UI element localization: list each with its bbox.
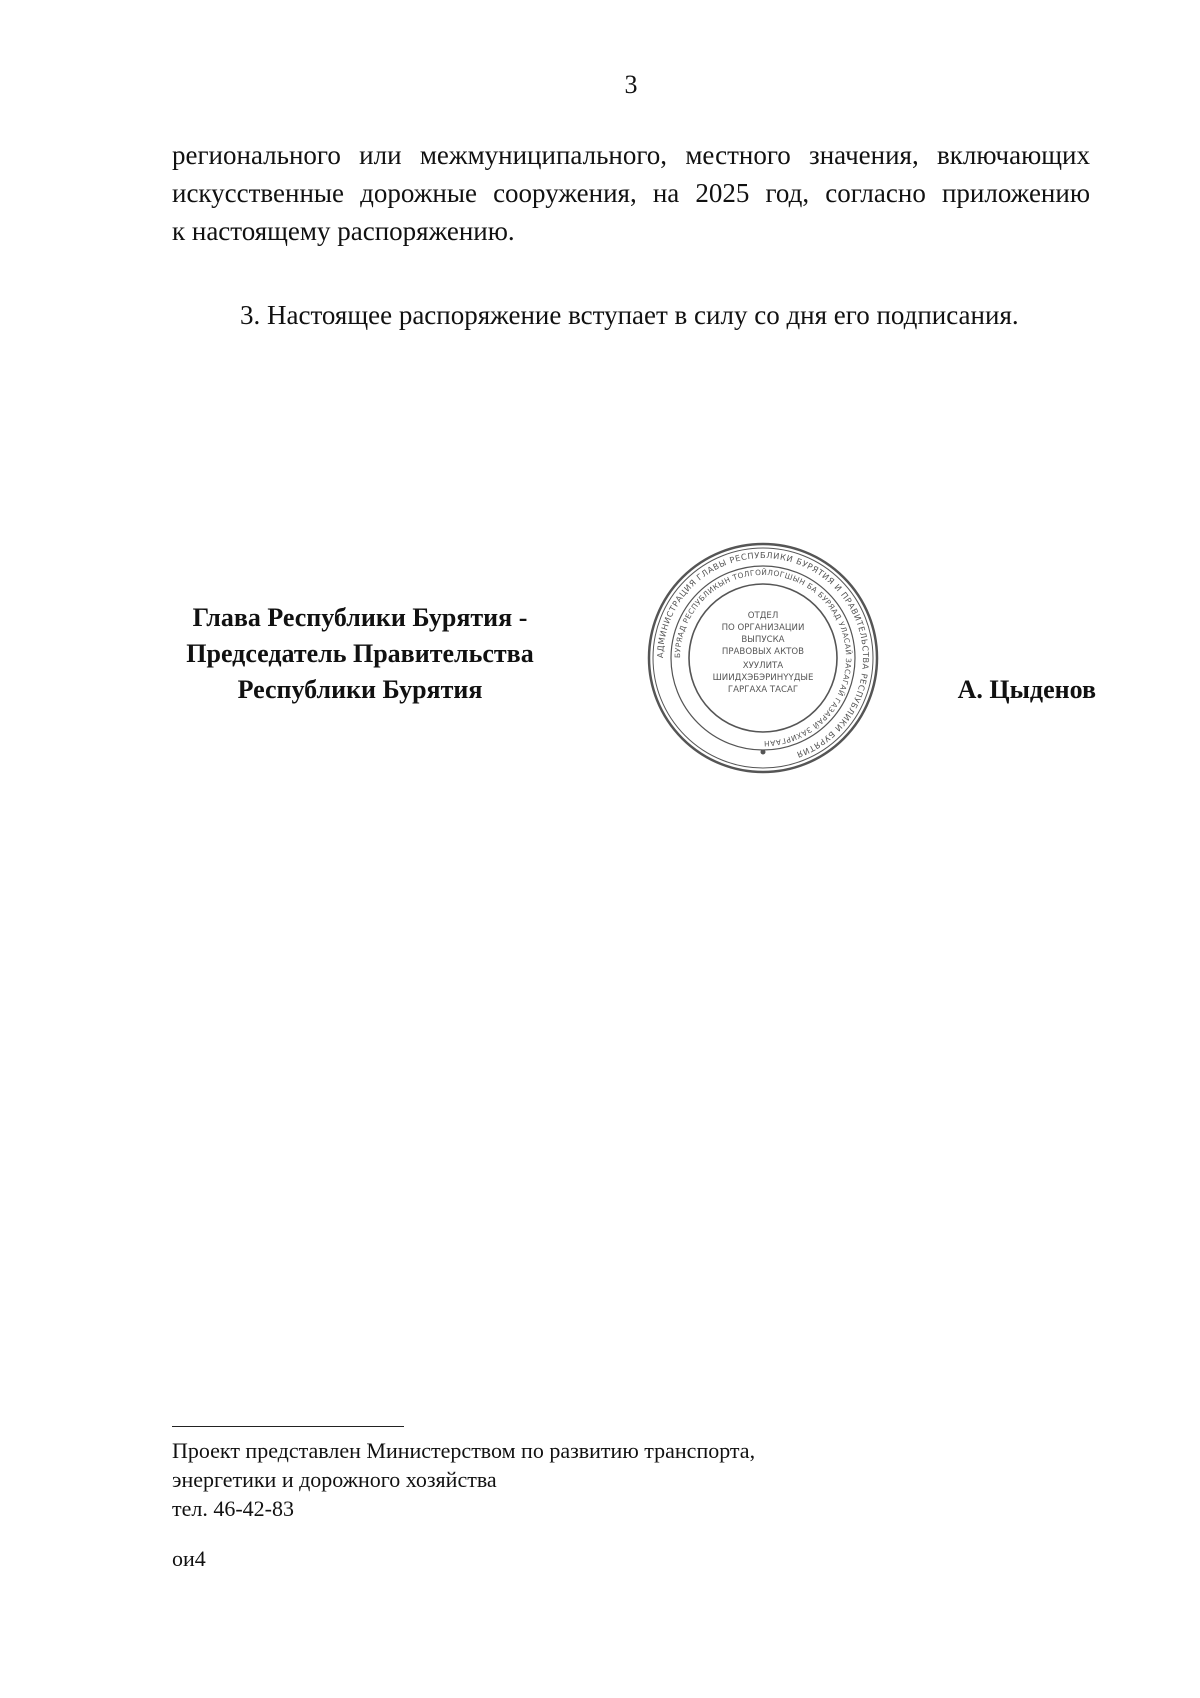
paragraph-item-3: 3. Настоящее распоряжение вступает в силу со дня его подписания. <box>240 300 1019 330</box>
official-seal <box>645 540 881 776</box>
seal-dot-icon <box>761 750 766 755</box>
paragraph-continuation <box>172 136 1090 250</box>
footnote-line: энергетики и дорожного хозяйства <box>172 1467 497 1492</box>
seal-center-line: ПРАВОВЫХ АКТОВ <box>721 647 805 657</box>
page-number: 3 <box>624 70 638 99</box>
signatory-name: А. Цыденов <box>957 675 1096 704</box>
seal-center-line: ВЫПУСКА <box>741 635 785 645</box>
signatory-title-line: Республики Бурятия <box>237 675 483 704</box>
paragraph-line: искусственные дорожные сооружения, на 2025 год, согласно приложению <box>172 178 1090 208</box>
paragraph-line: регионального или межмуниципального, местного значения, включающих <box>172 140 1090 170</box>
seal-center-line: ХУУЛИТА <box>742 661 784 671</box>
footnote <box>172 1436 972 1523</box>
seal-inner-text: БУРЯАД РЕСПУБЛИКЫН ТОЛГОЙЛОГШЫН БА БУРЯАД УЛАСАЙ ЗАСАГАЙ ГАЗАРАЙ ЗАХИРГААН <box>672 567 854 749</box>
signatory-title-line: Председатель Правительства <box>186 639 534 668</box>
paragraph-line: к настоящему распоряжению. <box>172 216 515 246</box>
footnote-line: Проект представлен Министерством по развитию транспорта, <box>172 1438 756 1463</box>
document-code: ои4 <box>172 1546 206 1571</box>
seal-center-line: ОТДЕЛ <box>747 611 779 621</box>
footnote-divider <box>172 1426 404 1427</box>
seal-graphic <box>645 540 881 776</box>
seal-outer-text: АДМИНИСТРАЦИЯ ГЛАВЫ РЕСПУБЛИКИ БУРЯТИЯ И ПРАВИТЕЛЬСТВА РЕСПУБЛИКИ БУРЯТИЯ <box>654 549 872 761</box>
seal-center-line: ПО ОРГАНИЗАЦИИ <box>721 623 805 633</box>
seal-center-line: ГАРГАХА ТАСАГ <box>727 685 799 695</box>
footnote-line: тел. 46-42-83 <box>172 1496 295 1521</box>
seal-center-line: ШИИДХЭБЭРИНҮҮДЫЕ <box>712 673 814 683</box>
signatory-title-line: Глава Республики Бурятия - <box>192 603 528 632</box>
signatory-title <box>150 600 570 708</box>
